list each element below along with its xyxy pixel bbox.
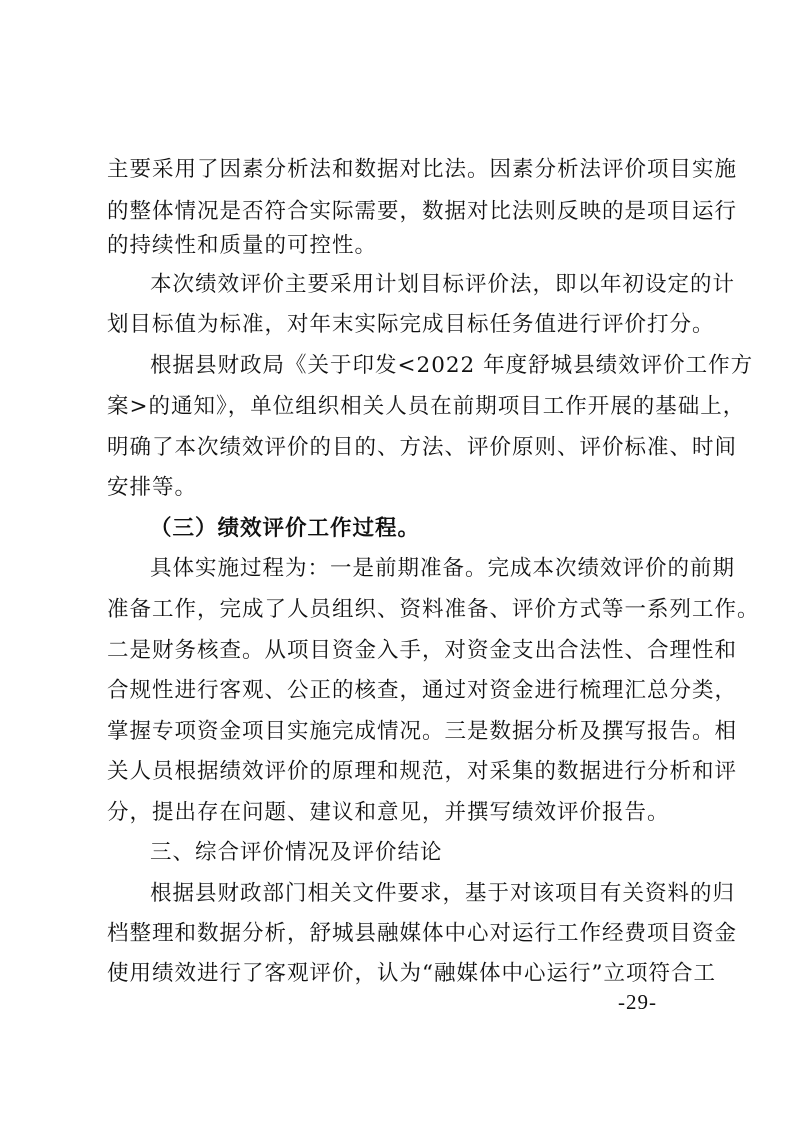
paragraph-3-line-1: 根据县财政局《关于印发<2022 年度舒城县绩效评价工作方 xyxy=(150,353,754,378)
paragraph-1-line-3: 的持续性和质量的可控性。 xyxy=(107,233,378,258)
paragraph-4-line-7: 分，提出存在问题、建议和意见，并撰写绩效评价报告。 xyxy=(107,800,670,825)
paragraph-4-line-2: 准备工作，完成了人员组织、资料准备、评价方式等一系列工作。 xyxy=(107,597,760,622)
paragraph-5-line-1: 根据县财政部门相关文件要求，基于对该项目有关资料的归 xyxy=(150,881,736,906)
paragraph-1-line-1: 主要采用了因素分析法和数据对比法。因素分析法评价项目实施 xyxy=(107,157,738,182)
page-number: -29- xyxy=(618,990,657,1014)
paragraph-5-line-3: 使用绩效进行了客观评价，认为“融媒体中心运行”立项符合工 xyxy=(107,961,716,986)
paragraph-4-line-4: 合规性进行客观、公正的核查，通过对资金进行梳理汇总分类， xyxy=(107,678,738,703)
paragraph-2-line-2: 划目标值为标准，对年末实际完成目标任务值进行评价打分。 xyxy=(107,312,715,337)
paragraph-4-line-5: 掌握专项资金项目实施完成情况。三是数据分析及撰写报告。相 xyxy=(107,719,738,744)
paragraph-4-line-1: 具体实施过程为：一是前期准备。完成本次绩效评价的前期 xyxy=(150,556,736,581)
paragraph-5-line-2: 档整理和数据分析，舒城县融媒体中心对运行工作经费项目资金 xyxy=(107,921,738,946)
paragraph-4-line-6: 关人员根据绩效评价的原理和规范，对采集的数据进行分析和评 xyxy=(107,759,738,784)
subsection-heading: （三）绩效评价工作过程。 xyxy=(150,516,421,541)
paragraph-3-line-3: 明确了本次绩效评价的目的、方法、评价原则、评价标准、时间 xyxy=(107,435,738,460)
paragraph-3-line-4: 安排等。 xyxy=(107,475,198,500)
paragraph-2-line-1: 本次绩效评价主要采用计划目标评价法，即以年初设定的计 xyxy=(150,272,736,297)
section-heading: 三、综合评价情况及评价结论 xyxy=(150,840,443,865)
paragraph-4-line-3: 二是财务核查。从项目资金入手，对资金支出合法性、合理性和 xyxy=(107,638,738,663)
paragraph-3-line-2: 案>的通知》，单位组织相关人员在前期项目工作开展的基础上， xyxy=(107,394,746,419)
paragraph-1-line-2: 的整体情况是否符合实际需要，数据对比法则反映的是项目运行 xyxy=(107,199,738,224)
